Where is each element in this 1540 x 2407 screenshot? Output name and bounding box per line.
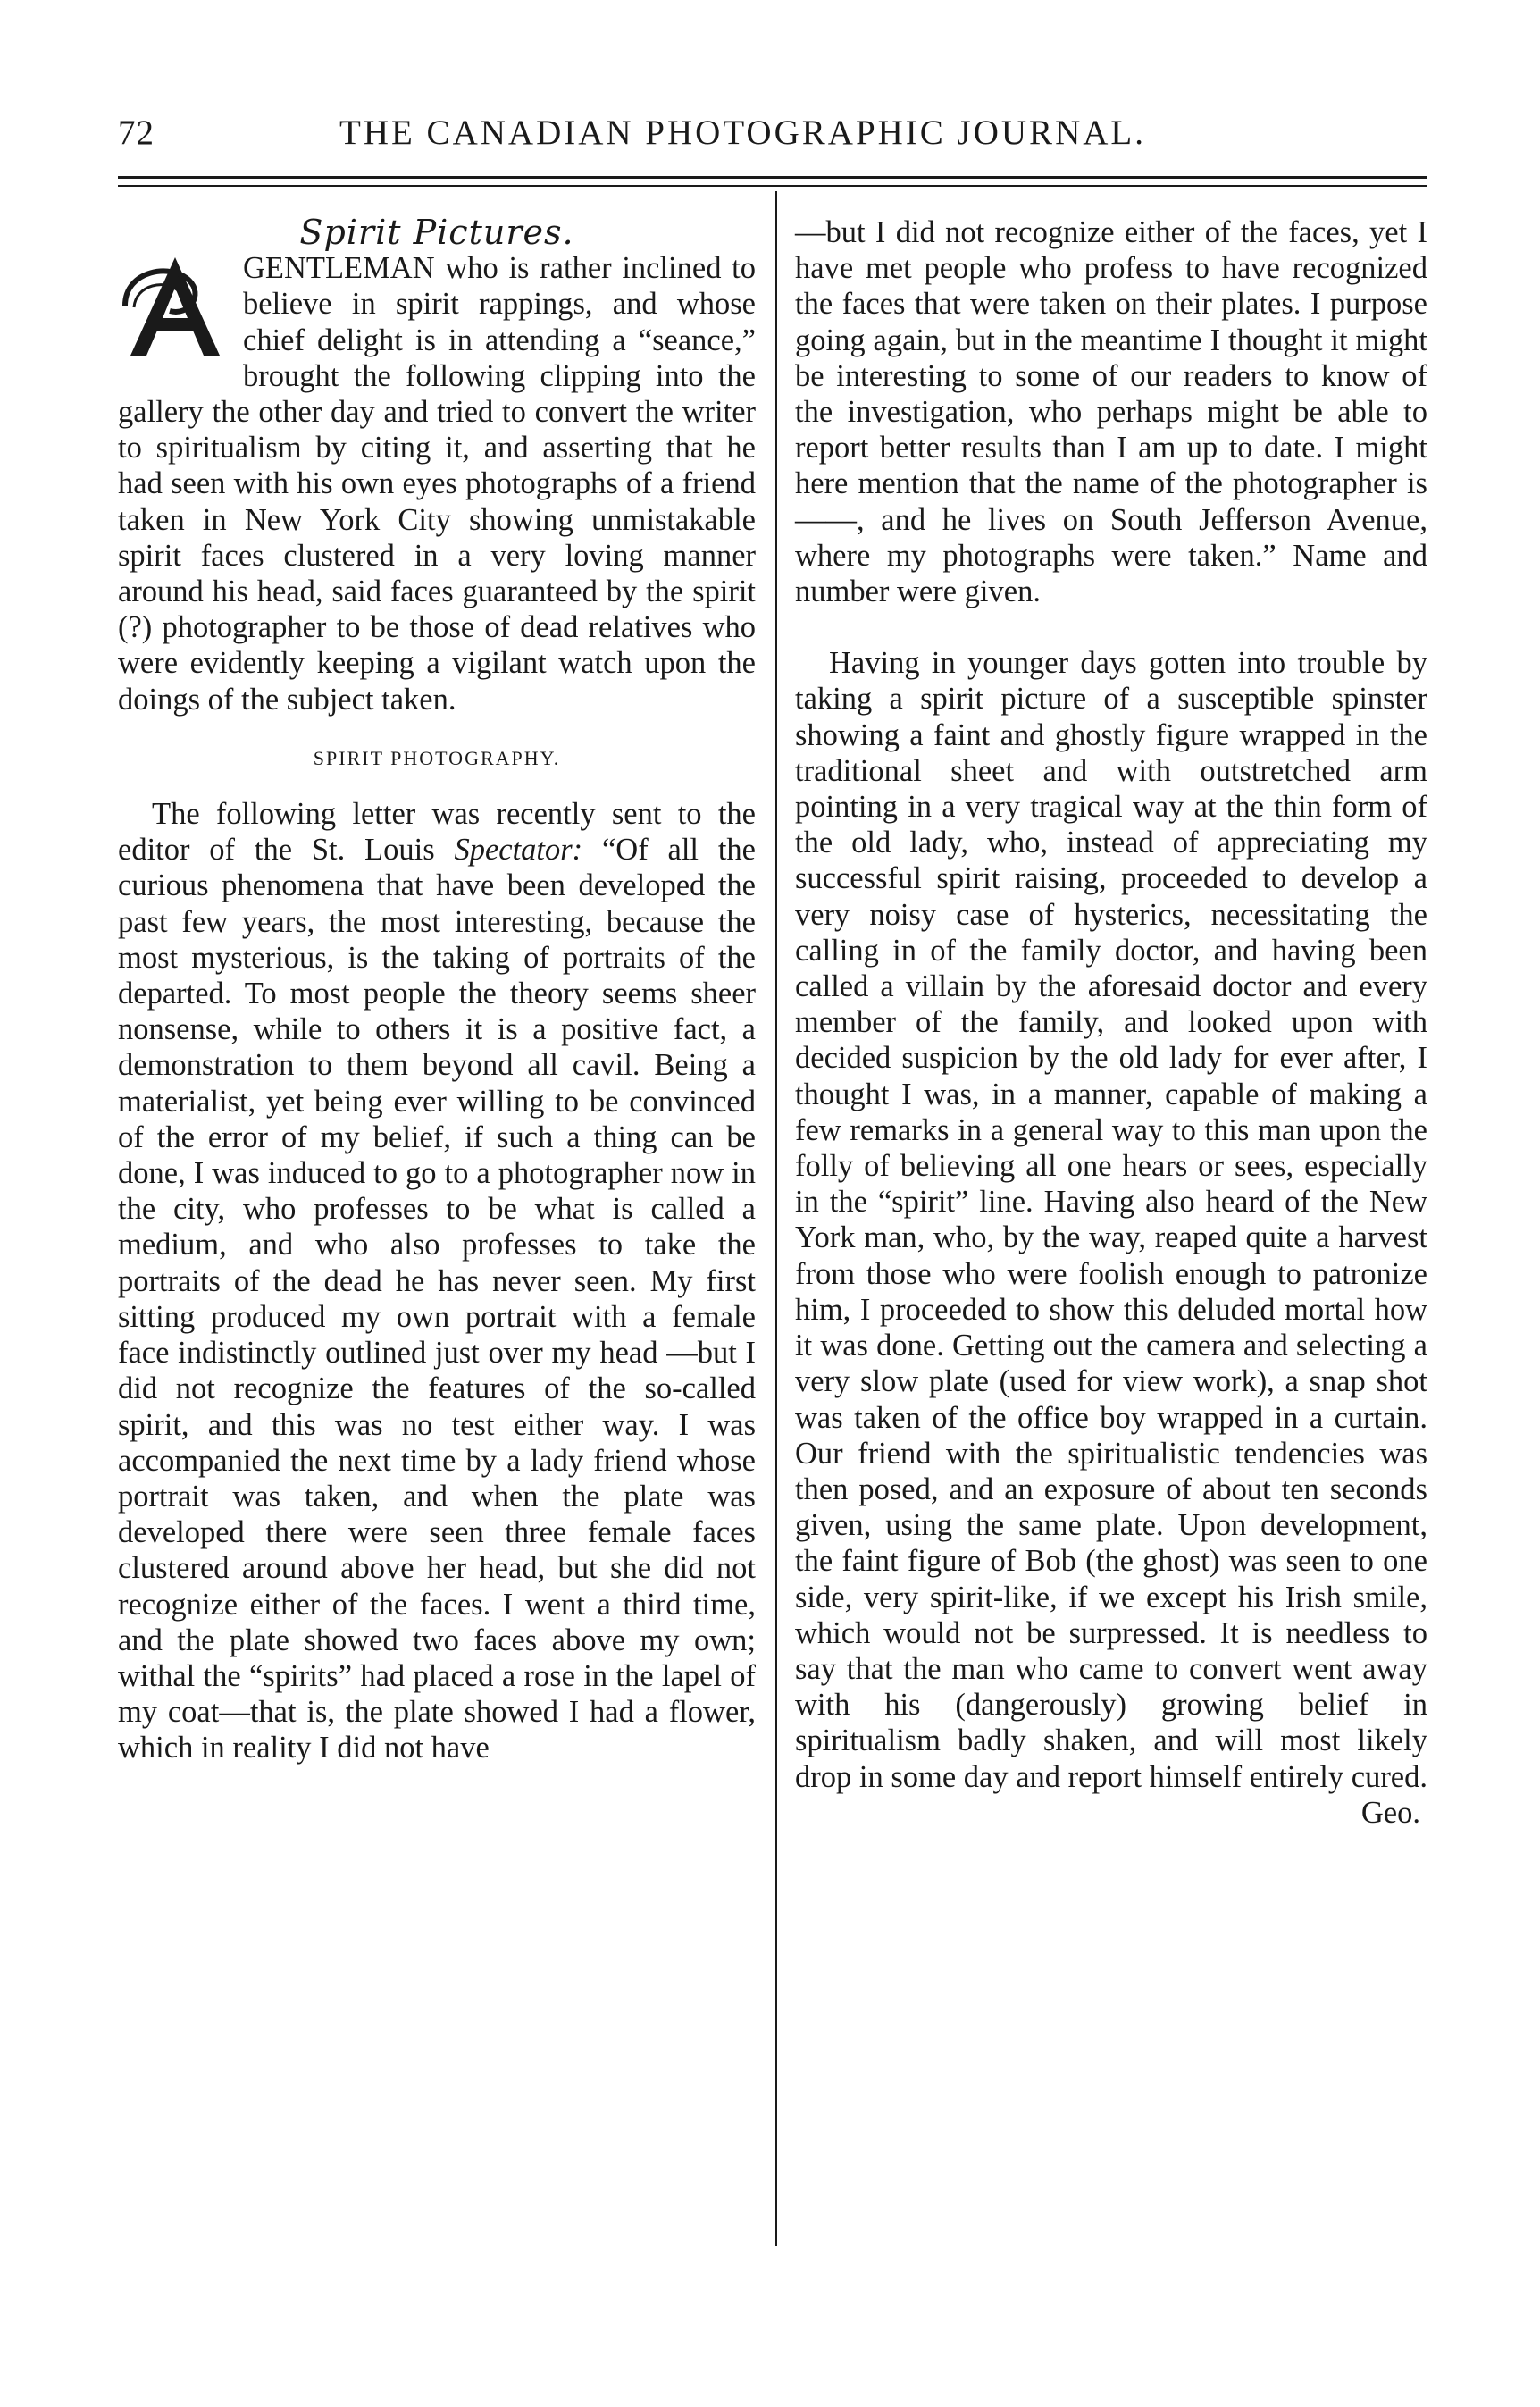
header-rule-thin bbox=[118, 185, 1427, 187]
closing-paragraph-text: Having in younger days gotten into trouble by taking a spirit picture of a susceptible spinster showing a faint and ghostly figure wrapped in the traditional sheet and with outstretched arm pointing in a very tragical way at the thin form of the old lady, who, instead of appreciating my successful spirit raising, proceeded to develop a very noisy case of hysterics, necessitating the calling in of the family doctor, and having been called a villain by the aforesaid doctor and every member of the family, and looked upon with decided suspicion by the old lady for ever after, I thought I was, in a manner, capable of making a few remarks in a general way to this man upon the folly of believing all one hears or sees, especially in the “spirit” line. Having also heard of the New York man, who, by the way, reaped quite a harvest from those who were foolish enough to patronize him, I proceeded to show this deluded mortal how it was done. Getting out the camera and selecting a very slow plate (used for view work), a snap shot was taken of the office boy wrapped in a curtain. Our friend with the spiritualistic tendencies was then posed, and an exposure of about ten seconds given, using the same plate. Upon development, the faint figure of Bob (the ghost) was seen to one side, very spirit-like, if we except his Irish smile, which would not be surpressed. It is needless to say that the man who came to convert went away with his (dangerously) growing belief in spiritualism badly shaken, and will most likely drop in some day and report himself entirely cured. bbox=[795, 646, 1427, 1794]
letter-intro-text: The following letter was recently sent to the editor of the St. Louis bbox=[118, 797, 756, 868]
letter-paragraph-start bbox=[118, 796, 756, 1765]
letter-paragraph-continued: —but I did not recognize either of the faces, yet I have met people who profess to have recognized the faces that were taken on their plates. I purpose going again, but in the meantime I thought it might be interesting to some of our readers to know of the investigation, who perhaps might be able to report better results than I am up to date. I might here mention that the name of the photographer is ——, and he lives on South Jefferson Avenue, where my photographs were taken.” Name and number were given. bbox=[795, 215, 1427, 609]
page-number: 72 bbox=[118, 113, 155, 152]
intro-text: GENTLEMAN who is rather inclined to believe in spirit rappings, and whose chief delight is in attending a “seance,” brought the following clipping into the gallery the other day and tried to convert the writer to spiritualism by citing it, and asserting that he had seen with his own eyes photographs of a friend taken in New York City showing unmistakable spirit faces clustered in a very loving manner around his head, said faces guaranteed by the spirit (?) photographer to be those of dead relatives who were evidently keeping a vigilant watch upon the doings of the subject taken. bbox=[118, 251, 756, 717]
left-column bbox=[118, 214, 756, 1766]
author-signature: Geo. bbox=[1360, 1795, 1420, 1830]
column-divider bbox=[775, 191, 777, 2246]
intro-paragraph bbox=[118, 250, 756, 717]
letter-body-text: “Of all the curious phenomena that have been developed the past few years, the most interesting, because the most mysterious, is the taking of portraits of the departed. To most people the theory seems sheer nonsense, while to others it is a positive fact, a demonstration to them beyond all cavil. Being a materialist, yet being ever willing to be convinced of the error of my belief, if such a thing can be done, I was induced to go to a photographer now in the city, who professes to be what is called a medium, and who also professes to take the portraits of the dead he has never seen. My first sitting produced my own portrait with a female face indistinctly outlined just over my head —but I did not recognize the features of the so-called spirit, and this was no test either way. I was accompanied the next time by a lady friend whose portrait was taken, and when the plate was developed there were seen three female faces clustered around above her head, but she did not recognize either of the faces. I went a third time, and the plate showed two faces above my own; withal the “spirits” had placed a rose in the lapel of my coat—that is, the plate showed I had a flower, which in reality I did not have bbox=[118, 833, 756, 1765]
header-rule-thick bbox=[118, 176, 1427, 179]
ornamental-dropcap-icon bbox=[118, 254, 232, 359]
section-subheading: SPIRIT PHOTOGRAPHY. bbox=[313, 746, 561, 769]
publication-name: Spectator: bbox=[454, 833, 583, 868]
running-head: THE CANADIAN PHOTOGRAPHIC JOURNAL. bbox=[339, 113, 1146, 152]
article-title: Spirit Pictures. bbox=[299, 213, 574, 252]
closing-paragraph bbox=[795, 645, 1427, 1830]
dropcap-a-letter-icon bbox=[118, 254, 232, 359]
right-column bbox=[795, 214, 1427, 1831]
